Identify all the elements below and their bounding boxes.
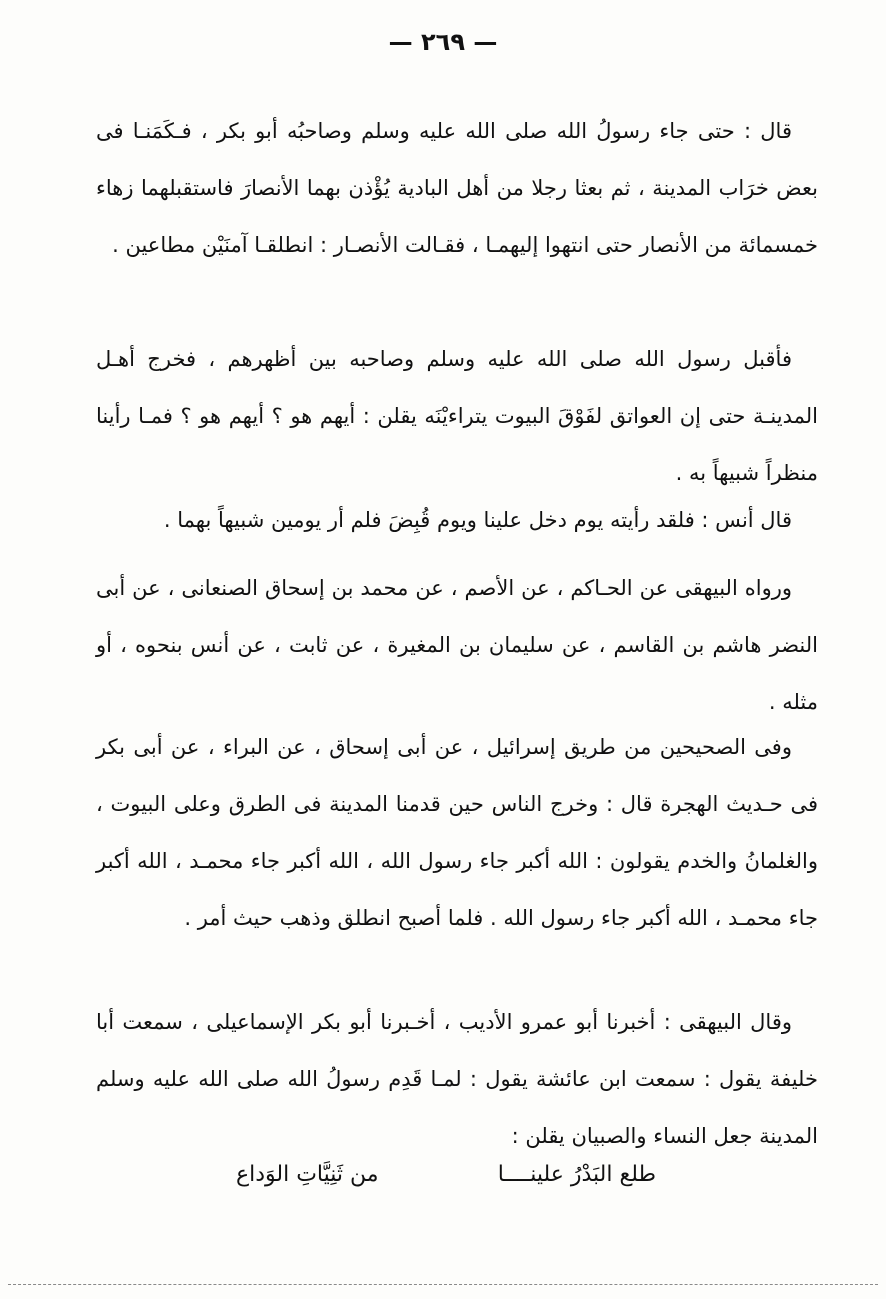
paragraph-3 bbox=[96, 492, 818, 549]
paragraph-4 bbox=[96, 560, 818, 731]
paragraph-text: قال أنس : فلقد رأيته يوم دخل علينا ويوم قُبِضَ فلم أر يومين شبيهاً بهما . bbox=[163, 508, 792, 532]
paragraph-5 bbox=[96, 719, 818, 947]
paragraph-text: وفى الصحيحين من طريق إسرائيل ، عن أبى إسحاق ، عن البراء ، عن أبى بكر فى حـديث الهجرة قال : وخرج الناس حين قدمنا المدينة فى الطرق وعلى البيوت ، والغلمانُ والخدم يقولون : الله أكبر جاء رسول الله ، الله أكبر جاء محمـد ، الله أكبر جاء محمـد ، الله أكبر جاء رسول الله . فلما أصبح انطلق وذهب حيث أمر . bbox=[96, 735, 818, 930]
bottom-divider bbox=[8, 1284, 878, 1285]
verse-second-hemistich: من ثَنِيَّاتِ الوَداع bbox=[236, 1162, 379, 1187]
paragraph-text: ورواه البيهقى عن الحـاكم ، عن الأصم ، عن محمد بن إسحاق الصنعانى ، عن أبى النضر هاشم بن القاسم ، عن سليمان بن المغيرة ، عن ثابت ، عن أنس بنحوه ، أو مثله . bbox=[96, 576, 818, 714]
paragraph-6 bbox=[96, 994, 818, 1165]
paragraph-text: وقال البيهقى : أخبرنا أبو عمرو الأديب ، أخـبرنا أبو بكر الإسماعيلى ، سمعت أبا خليفة يقول : سمعت ابن عائشة يقول : لمـا قَدِم رسولُ الله صلى الله عليه وسلم المدينة جعل النساء والصبيان يقلن : bbox=[96, 1010, 818, 1148]
paragraph-2 bbox=[96, 331, 818, 502]
paragraph-text: قال : حتى جاء رسولُ الله صلى الله عليه وسلم وصاحبُه أبو بكر ، فـكَمَنـا فى بعض خرَاب المدينة ، ثم بعثا رجلا من أهل البادية يُؤْذن بهما الأنصارَ فاستقبلهما زهاء خمسمائة من الأنصار حتى انتهوا إليهمـا ، فقـالت الأنصـار : انطلقـا آمنَيْن مطاعين . bbox=[96, 119, 818, 257]
page-number: — ٢٦٩ — bbox=[388, 28, 498, 56]
verse-first-hemistich: طلع البَدْرُ علينــــا bbox=[497, 1162, 656, 1187]
paragraph-1 bbox=[96, 103, 818, 274]
poem-verse bbox=[236, 1162, 656, 1187]
paragraph-text: فأقبل رسول الله صلى الله عليه وسلم وصاحبه بين أظهرهم ، فخرج أهـل المدينـة حتى إن العواتق لفَوْقَ البيوت يتراءيْنَه يقلن : أيهم هو ؟ أيهم هو ؟ فمـا رأينا منظراً شبيهاً به . bbox=[96, 347, 818, 485]
